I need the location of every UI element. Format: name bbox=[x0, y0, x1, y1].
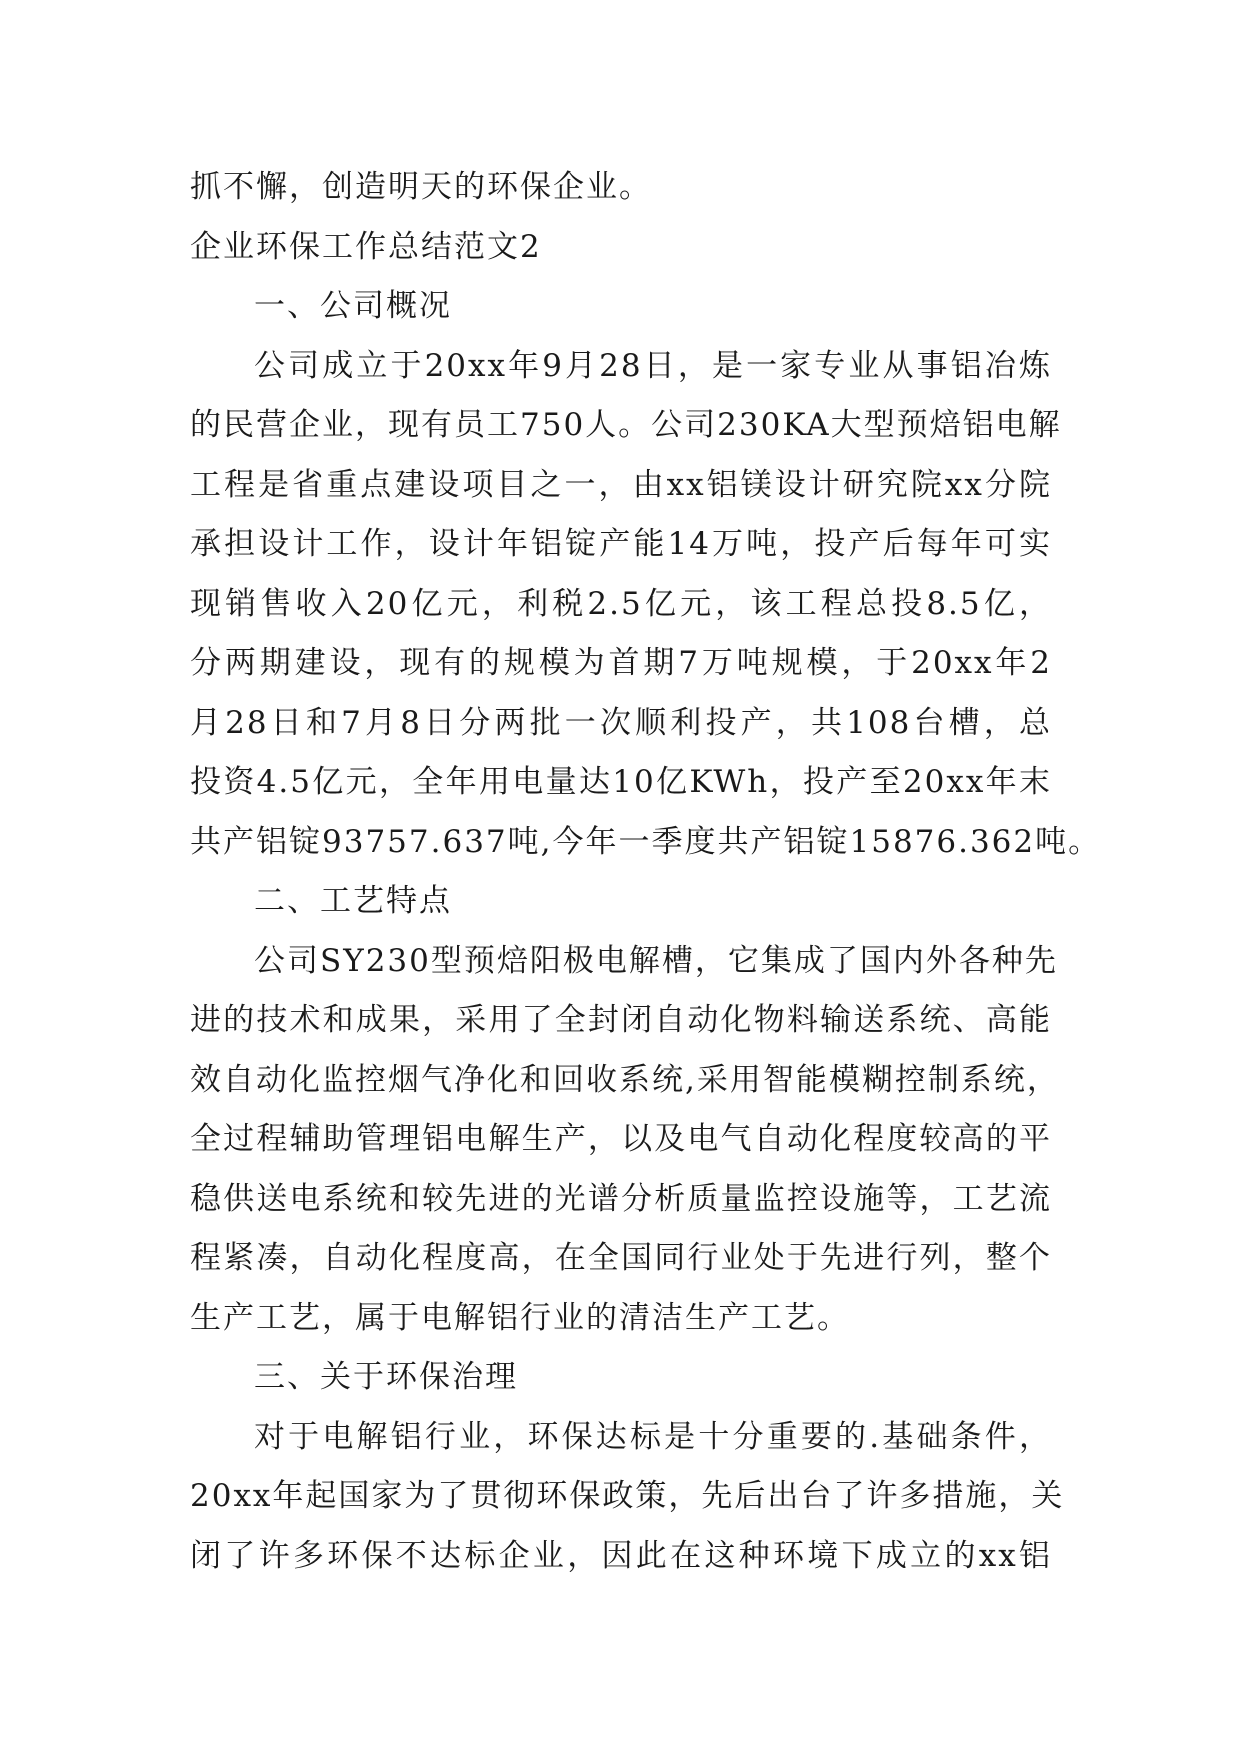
paragraph-line: 公司成立于20xx年9月28日，是一家专业从事铝冶炼 bbox=[254, 347, 1052, 384]
paragraph-line: 进的技术和成果，采用了全封闭自动化物料输送系统、高能 bbox=[190, 1002, 1052, 1038]
paragraph-line: 月28日和7月8日分两批一次顺利投产，共108台槽，总 bbox=[190, 704, 1052, 741]
paragraph-line: 共产铝锭93757.637吨,今年一季度共产铝锭15876.362吨。 bbox=[190, 823, 1102, 860]
paragraph-line: 现销售收入20亿元，利税2.5亿元，该工程总投8.5亿， bbox=[190, 585, 1052, 622]
paragraph-line: 对于电解铝行业，环保达标是十分重要的.基础条件， bbox=[254, 1418, 1052, 1455]
paragraph-line: 抓不懈，创造明天的环保企业。 bbox=[190, 169, 652, 205]
paragraph-line: 程紧凑，自动化程度高，在全国同行业处于先进行列，整个 bbox=[190, 1240, 1052, 1276]
paragraph-line: 效自动化监控烟气净化和回收系统,采用智能模糊控制系统， bbox=[190, 1061, 1060, 1098]
paragraph-line: 生产工艺，属于电解铝行业的清洁生产工艺。 bbox=[190, 1299, 850, 1336]
paragraph-line: 闭了许多环保不达标企业，因此在这种环境下成立的xx铝 bbox=[190, 1537, 1052, 1574]
paragraph-line: 工程是省重点建设项目之一，由xx铝镁设计研究院xx分院 bbox=[190, 466, 1052, 503]
paragraph-line: 公司SY230型预焙阳极电解槽，它集成了国内外各种先 bbox=[254, 942, 1058, 979]
section-heading-process-features: 二、工艺特点 bbox=[254, 883, 452, 919]
paragraph-line: 投资4.5亿元，全年用电量达10亿KWh，投产至20xx年末 bbox=[190, 764, 1052, 800]
paragraph-line: 全过程辅助管理铝电解生产，以及电气自动化程度较高的平 bbox=[190, 1121, 1052, 1157]
paragraph-line: 20xx年起国家为了贯彻环保政策，先后出台了许多措施，关 bbox=[190, 1478, 1065, 1514]
document-body bbox=[190, 158, 1102, 1586]
document-title: 企业环保工作总结范文2 bbox=[190, 228, 542, 265]
paragraph-line: 稳供送电系统和较先进的光谱分析质量监控设施等，工艺流 bbox=[190, 1180, 1052, 1217]
paragraph-line: 分两期建设，现有的规模为首期7万吨规模，于20xx年2 bbox=[190, 645, 1052, 681]
paragraph-line: 的民营企业，现有员工750人。公司230KA大型预焙铝电解 bbox=[190, 407, 1062, 443]
paragraph-line: 承担设计工作，设计年铝锭产能14万吨，投产后每年可实 bbox=[190, 526, 1052, 562]
section-heading-environmental-governance: 三、关于环保治理 bbox=[254, 1359, 518, 1395]
section-heading-company-overview: 一、公司概况 bbox=[254, 288, 452, 324]
